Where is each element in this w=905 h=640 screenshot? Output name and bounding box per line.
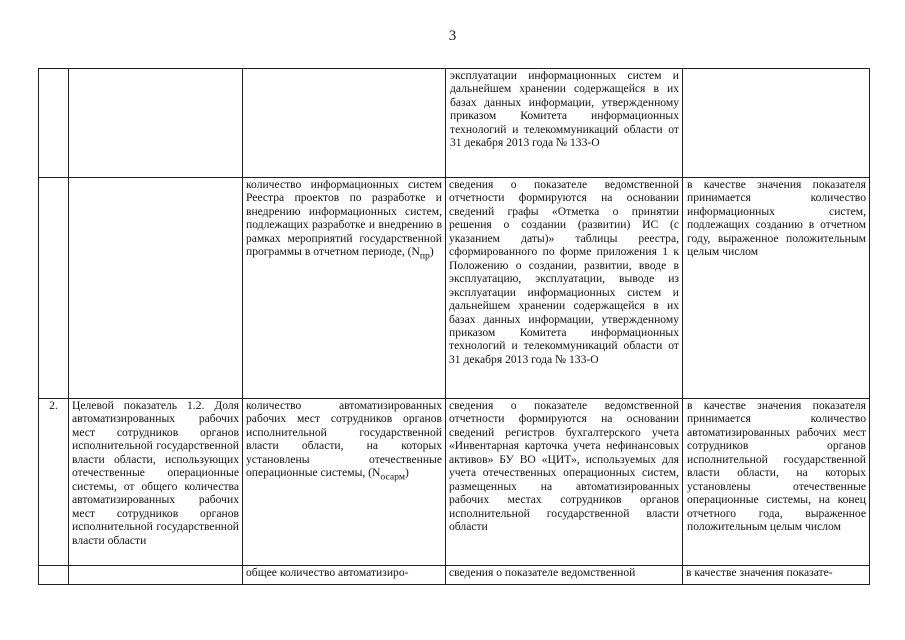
calculation-text: в качестве значения показате-	[686, 566, 833, 579]
indicator-cell: Целевой показатель 1.2. Доля автоматизированных рабочих мест сотрудников органов исполнительной государственной власти области, использующих отечественные операционные системы, от общего количества автоматизированных рабочих мест сотрудников органов исполнительной государственной власти области	[69, 399, 243, 566]
parameter-text: количество автоматизированных рабочих мест сотрудников органов исполнительной государственной власти области, на которых установлены отечественные операционные системы, (N	[246, 399, 442, 480]
indicator-cell	[69, 566, 243, 585]
source-cell: эксплуатации информационных систем и дальнейшем хранении содержащейся в их базах данных информации, утвержденному приказом Комитета информационных технологий и телекоммуникаций области от 31 декабря 2013 года № 133-О	[446, 69, 683, 178]
calculation-cell	[683, 566, 870, 585]
parameter-cell	[243, 566, 446, 585]
indicators-table	[38, 68, 870, 585]
row-number-cell: 2.	[39, 399, 69, 566]
parameter-text: общее количество автоматизиро-	[246, 566, 409, 579]
page-number: 3	[448, 28, 457, 44]
indicator-cell	[69, 178, 243, 399]
source-cell	[446, 566, 683, 585]
parameter-subscript: осарм	[380, 471, 405, 483]
source-text: сведения о показателе ведомственной	[449, 566, 636, 579]
table-row	[39, 178, 870, 399]
row-number-cell	[39, 69, 69, 178]
calculation-cell: в качестве значения показателя принимается количество автоматизированных рабочих мест сотрудников органов исполнительной государственной власти области, на которых установлены отечественные операционные системы, на конец отчетного года, выраженное положительным целым числом	[683, 399, 870, 566]
table-row	[39, 566, 870, 585]
parameter-subscript: пр	[419, 250, 430, 262]
calculation-cell: в качестве значения показателя принимается количество информационных систем, подлежащих созданию в отчетном году, выраженное положительным целым числом	[683, 178, 870, 399]
parameter-text: количество информационных систем Реестра проектов по разработке и внедрению информационных систем, подлежащих разработке и внедрению в рамках мероприятий государственной программы в отчетном периоде, (N	[246, 178, 442, 259]
parameter-tail: )	[429, 245, 434, 259]
calculation-cell	[683, 69, 870, 178]
source-cell: сведения о показателе ведомственной отчетности формируются на основании сведений регистров бухгалтерского учета «Инвентарная карточка учета нефинансовых активов» БУ ВО «ЦИТ», используемых для учета отечественных операционных систем, размещенных на автоматизированных рабочих местах сотрудников органов исполнительной государственной власти области	[446, 399, 683, 566]
row-number-cell	[39, 566, 69, 585]
parameter-tail: )	[404, 466, 409, 480]
row-number-cell	[39, 178, 69, 399]
table-row	[39, 69, 870, 178]
indicator-cell	[69, 69, 243, 178]
parameter-cell	[243, 399, 446, 566]
source-cell: сведения о показателе ведомственной отчетности формируются на основании сведений графы «Отметка о принятии решения о создании (развитии) ИС (с указанием даты)» таблицы реестра, сформированного по форме приложения 1 к Положению о создании, развитии, вводе в эксплуатацию, эксплуатации, выводе из эксплуатации информационных систем и дальнейшем хранении содержащейся в их базах данных информации, утвержденному приказом Комитета информационных технологий и телекоммуникаций области от 31 декабря 2013 года № 133-О	[446, 178, 683, 399]
table-row	[39, 399, 870, 566]
parameter-cell	[243, 69, 446, 178]
parameter-cell	[243, 178, 446, 399]
